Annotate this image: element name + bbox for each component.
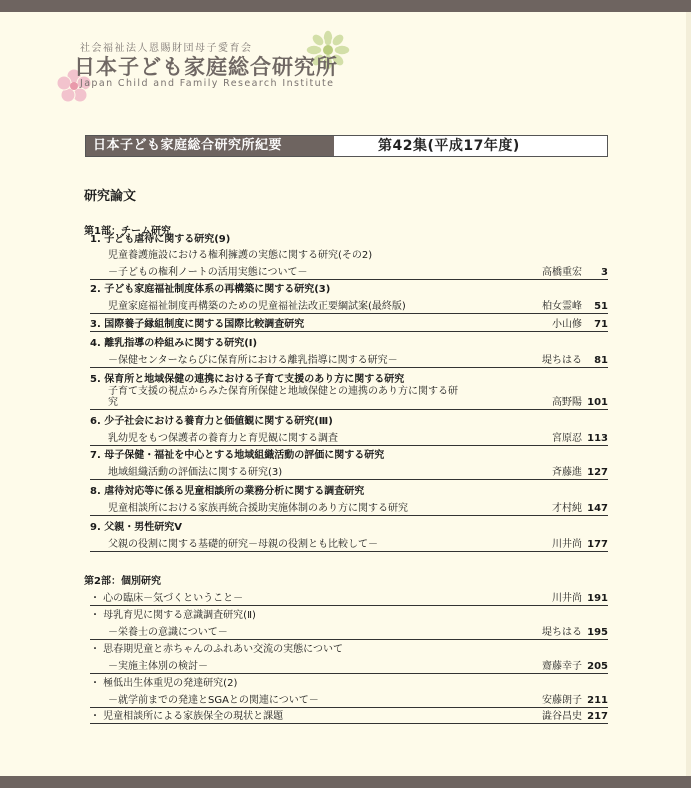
toc-line — [90, 232, 608, 246]
toc-title: －保健センターならびに保育所における離乳指導に関する研究－ — [108, 355, 398, 366]
toc-page-number: 211 — [587, 695, 608, 706]
top-bar — [0, 0, 691, 12]
toc-title: 2. 子ども家庭福祉制度体系の再構築に関する研究(3) — [90, 284, 331, 295]
toc-title: 子育て支援の視点からみた保育所保健と地域保健との連携のあり方に関する研 — [108, 386, 458, 397]
toc-page-number: 195 — [587, 627, 608, 638]
org-parent: 社会福祉法人恩賜財団母子愛育会 — [80, 43, 253, 54]
toc-title: －栄養士の意識について－ — [108, 627, 228, 638]
toc-title: －子どもの権利ノートの活用実態について－ — [108, 267, 308, 278]
toc-line — [90, 626, 608, 640]
toc-line — [90, 300, 608, 314]
toc-title: 究 — [108, 397, 118, 408]
toc-line — [90, 396, 608, 410]
part-title: 第1部：チーム研究 — [84, 226, 171, 237]
org-name: 日本子ども家庭総合研究所 — [74, 55, 338, 79]
journal-banner — [85, 135, 608, 157]
toc-line — [90, 448, 608, 462]
toc-line — [90, 484, 608, 498]
toc-author: 堤ちはる — [542, 355, 582, 366]
toc-page-number: 127 — [587, 467, 608, 478]
toc-title: 7. 母子保健・福祉を中心とする地域組織活動の評価に関する研究 — [90, 450, 385, 461]
toc-author: 柏女霊峰 — [542, 301, 582, 312]
org-header — [50, 30, 370, 110]
part-title: 第2部：個別研究 — [84, 576, 161, 587]
toc-title: 児童養護施設における権利擁護の実態に関する研究(その2) — [108, 250, 373, 261]
toc-line — [90, 318, 608, 332]
toc-title: 5. 保育所と地域保健の連携における子育て支援のあり方に関する研究 — [90, 374, 405, 385]
toc-line — [90, 266, 608, 280]
toc-page-number: 81 — [594, 355, 608, 366]
toc-author: 高野陽 — [552, 397, 582, 408]
toc-title: 乳幼児をもつ保護者の養育力と育児観に関する調査 — [108, 433, 338, 444]
section-title: 研究論文 — [84, 189, 137, 204]
toc-title: ・ 思春期児童と赤ちゃんのふれあい交流の実態について — [90, 644, 343, 655]
toc-line — [90, 414, 608, 428]
toc-line — [90, 538, 608, 552]
toc-title: 地域組織活動の評価法に関する研究(3) — [108, 467, 283, 478]
journal-issue: 第42集(平成17年度) — [378, 138, 520, 154]
toc-line — [90, 694, 608, 708]
toc-line — [90, 676, 608, 690]
toc-page-number: 205 — [587, 661, 608, 672]
toc-line — [90, 466, 608, 480]
toc-title: ・ 母乳育児に関する意識調査研究(Ⅱ) — [90, 610, 256, 621]
toc-page-number: 51 — [594, 301, 608, 312]
toc-line — [90, 660, 608, 674]
toc-page-number: 101 — [587, 397, 608, 408]
toc-line — [90, 282, 608, 296]
toc-line — [90, 502, 608, 516]
toc-title: ・ 児童相談所による家族保全の現状と課題 — [90, 711, 284, 722]
toc-title: ・ 心の臨床－気づくということ－ — [90, 593, 244, 604]
toc-title: 8. 虐待対応等に係る児童相談所の業務分析に関する調査研究 — [90, 486, 365, 497]
toc-page-number: 217 — [587, 711, 608, 722]
toc-line — [90, 336, 608, 350]
toc-page-number: 147 — [587, 503, 608, 514]
toc-line — [90, 432, 608, 446]
toc-title: 父親の役割に関する基礎的研究－母親の役割とも比較して－ — [108, 539, 378, 550]
toc-author: 斉藤進 — [552, 467, 582, 478]
toc-line — [90, 592, 608, 606]
toc-author: 堤ちはる — [542, 627, 582, 638]
toc-page-number: 191 — [587, 593, 608, 604]
toc-author: 小山修 — [552, 319, 582, 330]
toc-line — [90, 608, 608, 622]
toc-title: 1. 子ども虐待に関する研究(9) — [90, 234, 231, 245]
toc-title: －就学前までの発達とSGAとの関連について－ — [108, 695, 319, 706]
toc-author: 澁谷昌史 — [542, 711, 582, 722]
toc-line — [90, 520, 608, 534]
toc-author: 安藤朗子 — [542, 695, 582, 706]
toc-title: 児童相談所における家族再統合援助実施体制のあり方に関する研究 — [108, 503, 408, 514]
toc-author: 川井尚 — [552, 593, 582, 604]
toc-page-number: 177 — [587, 539, 608, 550]
toc-line — [90, 354, 608, 368]
toc-line — [90, 710, 608, 724]
toc-title: 9. 父親・男性研究Ⅴ — [90, 522, 182, 533]
toc-page-number: 71 — [594, 319, 608, 330]
toc-title: 3. 国際養子縁組制度に関する国際比較調査研究 — [90, 319, 305, 330]
toc-title: ・ 極低出生体重児の発達研究(2) — [90, 678, 238, 689]
toc-author: 高橋重宏 — [542, 267, 582, 278]
toc-page-number: 113 — [587, 433, 608, 444]
toc-page-number: 3 — [601, 267, 608, 278]
toc-line — [90, 642, 608, 656]
org-name-en: Japan Child and Family Research Institute — [80, 78, 335, 89]
toc-line — [90, 248, 608, 262]
toc-author: 宮原忍 — [552, 433, 582, 444]
toc-title: 6. 少子社会における養育力と価値観に関する研究(Ⅲ) — [90, 416, 333, 427]
toc-author: 川井尚 — [552, 539, 582, 550]
toc-author: 齋藤幸子 — [542, 661, 582, 672]
toc-title: 4. 離乳指導の枠組みに関する研究(Ⅰ) — [90, 338, 258, 349]
right-edge — [686, 12, 691, 776]
journal-name: 日本子ども家庭総合研究所紀要 — [86, 136, 334, 156]
toc-title: －実施主体別の検討－ — [108, 661, 208, 672]
toc-author: 才村純 — [552, 503, 582, 514]
bottom-bar — [0, 776, 691, 788]
toc-title: 児童家庭福祉制度再構築のための児童福祉法改正要綱試案(最終版) — [108, 301, 406, 312]
